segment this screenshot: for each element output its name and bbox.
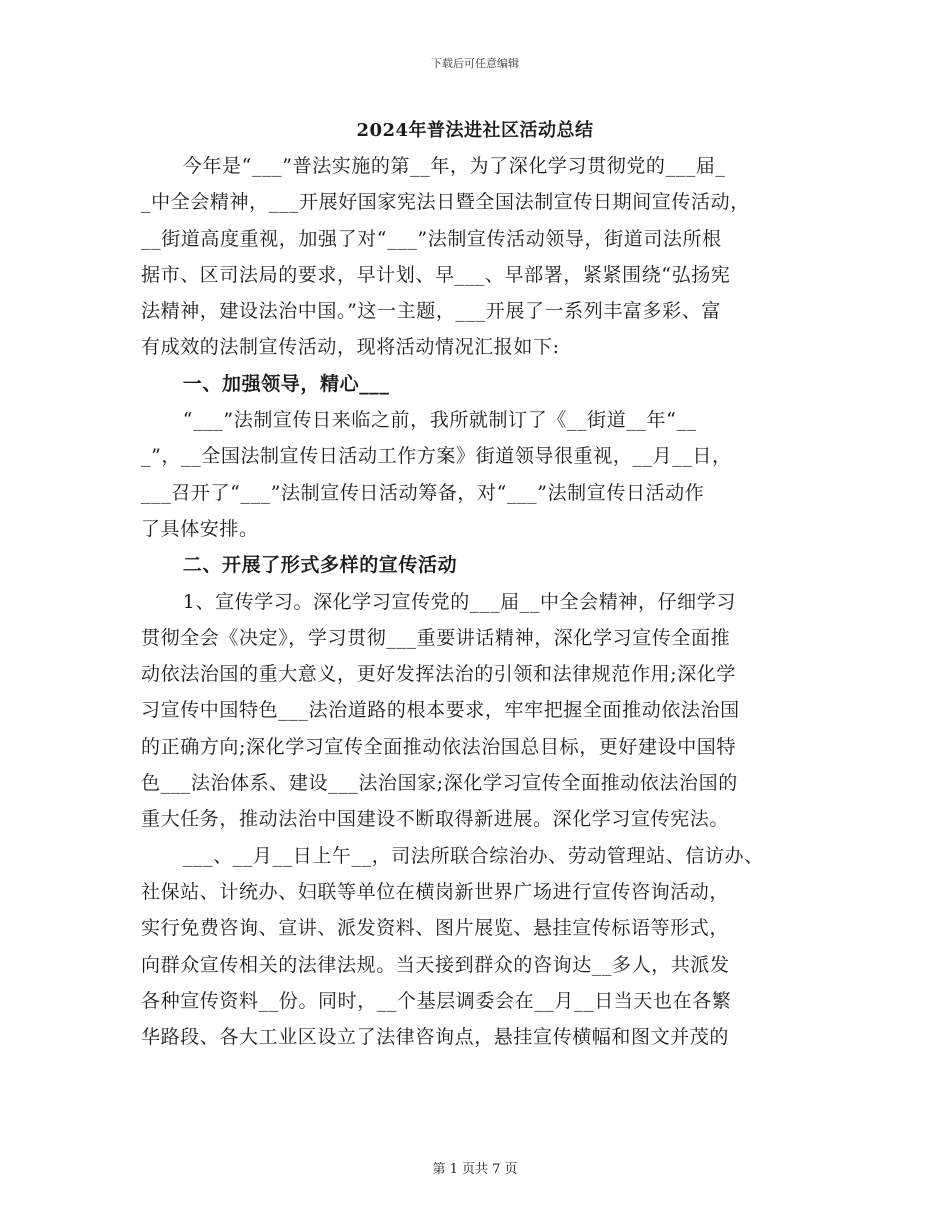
document-title: 2024年普法进社区活动总结	[356, 120, 594, 141]
paragraph-line: 了具体安排。	[141, 517, 259, 540]
paragraph-line: 习宣传中国特色___法治道路的根本要求，牢牢把握全面推动依法治国	[141, 699, 740, 722]
paragraph-line: 法精神，建设法治中国。”这一主题，___开展了一系列丰富多彩、富	[141, 300, 721, 323]
paragraph-line: 今年是“___”普法实施的第__年，为了深化学习贯彻党的___届_	[182, 155, 726, 177]
paragraph-line: 华路段、各大工业区设立了法律咨询点，悬挂宣传横幅和图文并茂的	[141, 1026, 730, 1049]
paragraph-line: 向群众宣传相关的法律法规。当天接到群众的咨询达__多人，共派发	[141, 953, 730, 976]
section-heading: 二、开展了形式多样的宣传活动	[182, 554, 458, 577]
paragraph-line: ___召开了“___”法制宣传日活动筹备，对“___”法制宣传日活动作	[141, 481, 705, 504]
section-heading: 一、加强领导，精心___	[182, 372, 390, 395]
document-body	[141, 148, 821, 1055]
paragraph-line: 的正确方向;深化学习宣传全面推动依法治国总目标，更好建设中国特	[141, 735, 737, 758]
paragraph-line: 各种宣传资料__份。同时，__个基层调委会在__月__日当天也在各繁	[141, 989, 732, 1012]
paragraph-line: 重大任务，推动法治中国建设不断取得新进展。深化学习宣传宪法。	[141, 808, 730, 831]
paragraph-line: 社保站、计统办、妇联等单位在横岗新世界广场进行宣传咨询活动，	[141, 880, 730, 903]
paragraph-line: 有成效的法制宣传活动，现将活动情况汇报如下:	[141, 336, 560, 359]
paragraph-line: 1、宣传学习。深化学习宣传党的___届__中全会精神，仔细学习	[182, 590, 736, 613]
paragraph-line: _”，__全国法制宣传日活动工作方案》街道领导很重视，__月__日，	[141, 445, 732, 468]
paragraph-line: 色___法治体系、建设___法治国家;深化学习宣传全面推动依法治国的	[141, 772, 738, 795]
paragraph-line: ___、__月__日上午__，司法所联合综治办、劳动管理站、信访办、	[182, 844, 764, 867]
paragraph-line: 贯彻全会《决定》，学习贯彻___重要讲话精神，深化学习宣传全面推	[141, 626, 731, 649]
download-note: 下载后可任意编辑	[431, 57, 519, 70]
page-footer: 第 1 页共 7 页	[432, 1162, 518, 1177]
paragraph-line: _中全会精神，___开展好国家宪法日暨全国法制宣传日期间宣传活动，	[141, 191, 750, 214]
paragraph-line: __街道高度重视，加强了对“___”法制宣传活动领导，街道司法所根	[141, 227, 722, 250]
paragraph-line: 实行免费咨询、宣讲、派发资料、图片展览、悬挂宣传标语等形式，	[141, 917, 730, 940]
paragraph-line: 据市、区司法局的要求，早计划、早___、早部署，紧紧围绕“弘扬宪	[141, 263, 731, 286]
paragraph-line: “___”法制宣传日来临之前，我所就制订了《__街道__年“__	[182, 409, 697, 432]
paragraph-line: 动依法治国的重大意义，更好发挥法治的引领和法律规范作用;深化学	[141, 663, 737, 686]
